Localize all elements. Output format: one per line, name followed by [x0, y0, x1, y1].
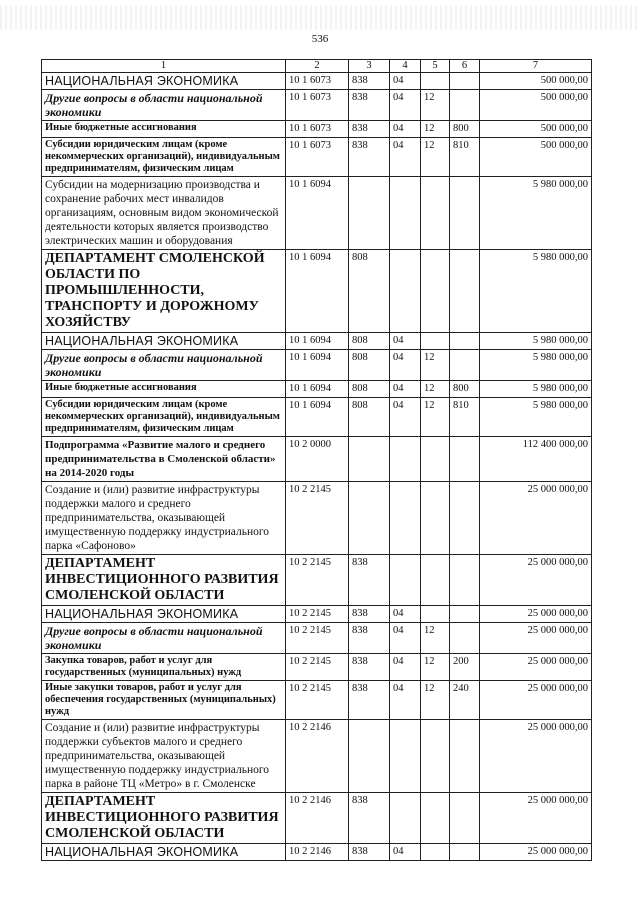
row-admin-code: 838 [349, 654, 390, 681]
row-admin-code: 838 [349, 623, 390, 654]
row-code: 10 1 6094 [286, 350, 349, 381]
header-row [42, 60, 592, 73]
row-admin-code [349, 482, 390, 555]
row-subsection: 12 [421, 138, 450, 177]
row-section: 04 [390, 654, 421, 681]
table-row [42, 138, 592, 177]
row-amount: 500 000,00 [480, 90, 592, 121]
row-name: НАЦИОНАЛЬНАЯ ЭКОНОМИКА [42, 606, 286, 623]
row-section [390, 250, 421, 333]
row-amount: 25 000 000,00 [480, 482, 592, 555]
row-section [390, 555, 421, 606]
row-subsection [421, 555, 450, 606]
row-name: НАЦИОНАЛЬНАЯ ЭКОНОМИКА [42, 333, 286, 350]
row-admin-code: 838 [349, 121, 390, 138]
row-name: ДЕПАРТАМЕНТ ИНВЕСТИЦИОННОГО РАЗВИТИЯ СМОЛЕНСКОЙ ОБЛАСТИ [42, 555, 286, 606]
table-row [42, 623, 592, 654]
row-subsection [421, 606, 450, 623]
row-admin-code: 838 [349, 90, 390, 121]
row-name: ДЕПАРТАМЕНТ ИНВЕСТИЦИОННОГО РАЗВИТИЯ СМОЛЕНСКОЙ ОБЛАСТИ [42, 793, 286, 844]
row-name: Субсидии юридическим лицам (кроме некоммерческих организаций), индивидуальным предпринимателям, физическим лицам [42, 398, 286, 437]
row-code: 10 2 2145 [286, 681, 349, 720]
row-code: 10 1 6073 [286, 138, 349, 177]
row-name: Другие вопросы в области национальной экономики [42, 623, 286, 654]
col-header: 4 [390, 60, 421, 73]
row-amount: 25 000 000,00 [480, 844, 592, 861]
table-row [42, 350, 592, 381]
row-admin-code: 838 [349, 138, 390, 177]
row-expense-type: 800 [450, 121, 480, 138]
row-subsection [421, 437, 450, 482]
row-name: НАЦИОНАЛЬНАЯ ЭКОНОМИКА [42, 73, 286, 90]
row-code: 10 1 6094 [286, 250, 349, 333]
row-amount: 5 980 000,00 [480, 381, 592, 398]
row-code: 10 2 2146 [286, 844, 349, 861]
row-name: НАЦИОНАЛЬНАЯ ЭКОНОМИКА [42, 844, 286, 861]
row-subsection: 12 [421, 623, 450, 654]
row-code: 10 2 2145 [286, 623, 349, 654]
row-amount: 5 980 000,00 [480, 398, 592, 437]
row-section [390, 437, 421, 482]
table-row [42, 381, 592, 398]
table-row [42, 90, 592, 121]
row-code: 10 2 0000 [286, 437, 349, 482]
row-subsection: 12 [421, 350, 450, 381]
row-expense-type: 800 [450, 381, 480, 398]
row-subsection [421, 793, 450, 844]
row-name: Иные бюджетные ассигнования [42, 121, 286, 138]
row-amount: 25 000 000,00 [480, 555, 592, 606]
row-admin-code: 808 [349, 381, 390, 398]
row-name: Создание и (или) развитие инфраструктуры поддержки субъектов малого и среднего предпринимательства, оказывающей имущественную поддержку индустриального парка в районе ТЦ «Метро» в г. Смоленске [42, 720, 286, 793]
row-subsection: 12 [421, 90, 450, 121]
row-section: 04 [390, 623, 421, 654]
row-amount: 25 000 000,00 [480, 623, 592, 654]
row-admin-code: 808 [349, 250, 390, 333]
row-amount: 25 000 000,00 [480, 681, 592, 720]
row-amount: 5 980 000,00 [480, 250, 592, 333]
row-section: 04 [390, 606, 421, 623]
row-expense-type [450, 844, 480, 861]
row-name: Иные закупки товаров, работ и услуг для обеспечения государственных (муниципальных) нужд [42, 681, 286, 720]
table-row [42, 844, 592, 861]
row-subsection [421, 333, 450, 350]
table-row [42, 482, 592, 555]
table-row [42, 681, 592, 720]
row-code: 10 1 6094 [286, 381, 349, 398]
row-subsection [421, 73, 450, 90]
row-code: 10 2 2146 [286, 793, 349, 844]
table-row [42, 606, 592, 623]
row-name: Иные бюджетные ассигнования [42, 381, 286, 398]
row-expense-type [450, 250, 480, 333]
row-section [390, 793, 421, 844]
row-subsection: 12 [421, 654, 450, 681]
row-name: Подпрограмма «Развитие малого и среднего предпринимательства в Смоленской области» на 2014-2020 годы [42, 437, 286, 482]
row-expense-type [450, 177, 480, 250]
row-name: Другие вопросы в области национальной экономики [42, 90, 286, 121]
row-subsection [421, 844, 450, 861]
row-admin-code [349, 437, 390, 482]
scan-noise [0, 6, 640, 30]
row-amount: 5 980 000,00 [480, 333, 592, 350]
col-header: 6 [450, 60, 480, 73]
row-admin-code: 838 [349, 844, 390, 861]
row-name: Другие вопросы в области национальной экономики [42, 350, 286, 381]
row-section: 04 [390, 844, 421, 861]
row-admin-code: 808 [349, 333, 390, 350]
row-code: 10 1 6073 [286, 90, 349, 121]
row-name: Субсидии юридическим лицам (кроме некоммерческих организаций), индивидуальным предпринимателям, физическим лицам [42, 138, 286, 177]
row-section: 04 [390, 333, 421, 350]
table-row [42, 555, 592, 606]
table-row [42, 121, 592, 138]
row-amount: 500 000,00 [480, 73, 592, 90]
row-section [390, 720, 421, 793]
row-amount: 5 980 000,00 [480, 350, 592, 381]
row-subsection [421, 177, 450, 250]
table-row [42, 398, 592, 437]
table-row [42, 437, 592, 482]
row-amount: 112 400 000,00 [480, 437, 592, 482]
row-section [390, 482, 421, 555]
row-code: 10 2 2145 [286, 482, 349, 555]
row-expense-type [450, 555, 480, 606]
row-amount: 25 000 000,00 [480, 793, 592, 844]
row-expense-type [450, 350, 480, 381]
row-subsection: 12 [421, 381, 450, 398]
row-code: 10 1 6094 [286, 398, 349, 437]
col-header: 5 [421, 60, 450, 73]
row-section: 04 [390, 138, 421, 177]
row-expense-type: 240 [450, 681, 480, 720]
row-subsection: 12 [421, 398, 450, 437]
row-section: 04 [390, 681, 421, 720]
row-amount: 500 000,00 [480, 138, 592, 177]
row-expense-type [450, 482, 480, 555]
row-section [390, 177, 421, 250]
row-subsection [421, 482, 450, 555]
col-header: 1 [42, 60, 286, 73]
row-admin-code [349, 720, 390, 793]
row-subsection [421, 720, 450, 793]
table-row [42, 654, 592, 681]
row-name: Закупка товаров, работ и услуг для государственных (муниципальных) нужд [42, 654, 286, 681]
table-row [42, 793, 592, 844]
table-row [42, 73, 592, 90]
row-section: 04 [390, 398, 421, 437]
row-section: 04 [390, 90, 421, 121]
budget-table [41, 59, 592, 861]
row-section: 04 [390, 121, 421, 138]
row-amount: 500 000,00 [480, 121, 592, 138]
row-name: Создание и (или) развитие инфраструктуры поддержки малого и среднего предпринимательства, оказывающей имущественную поддержку индустриального парка «Сафоново» [42, 482, 286, 555]
row-name: Субсидии на модернизацию производства и сохранение рабочих мест инвалидов организациям, основным видом экономической деятельности которых является производство электрических машин и оборудования [42, 177, 286, 250]
row-expense-type [450, 437, 480, 482]
row-amount: 25 000 000,00 [480, 720, 592, 793]
table-row [42, 250, 592, 333]
row-admin-code: 808 [349, 398, 390, 437]
row-expense-type [450, 606, 480, 623]
row-code: 10 1 6073 [286, 73, 349, 90]
row-expense-type [450, 793, 480, 844]
row-section: 04 [390, 350, 421, 381]
row-code: 10 1 6094 [286, 333, 349, 350]
row-expense-type [450, 73, 480, 90]
row-expense-type [450, 720, 480, 793]
row-expense-type [450, 90, 480, 121]
row-amount: 5 980 000,00 [480, 177, 592, 250]
row-code: 10 2 2145 [286, 555, 349, 606]
row-section: 04 [390, 73, 421, 90]
table-row [42, 720, 592, 793]
row-code: 10 2 2145 [286, 654, 349, 681]
row-expense-type [450, 623, 480, 654]
row-code: 10 2 2145 [286, 606, 349, 623]
row-name: ДЕПАРТАМЕНТ СМОЛЕНСКОЙ ОБЛАСТИ ПО ПРОМЫШЛЕННОСТИ, ТРАНСПОРТУ И ДОРОЖНОМУ ХОЗЯЙСТВУ [42, 250, 286, 333]
table-row [42, 177, 592, 250]
row-amount: 25 000 000,00 [480, 654, 592, 681]
row-expense-type: 200 [450, 654, 480, 681]
row-subsection: 12 [421, 121, 450, 138]
row-subsection [421, 250, 450, 333]
row-expense-type: 810 [450, 138, 480, 177]
row-expense-type [450, 333, 480, 350]
col-header: 2 [286, 60, 349, 73]
row-code: 10 2 2146 [286, 720, 349, 793]
page-number: 536 [311, 33, 329, 45]
row-admin-code: 838 [349, 555, 390, 606]
row-expense-type: 810 [450, 398, 480, 437]
col-header: 3 [349, 60, 390, 73]
row-section: 04 [390, 381, 421, 398]
row-admin-code: 838 [349, 793, 390, 844]
row-admin-code: 808 [349, 350, 390, 381]
table-row [42, 333, 592, 350]
row-code: 10 1 6073 [286, 121, 349, 138]
row-admin-code: 838 [349, 606, 390, 623]
col-header: 7 [480, 60, 592, 73]
row-admin-code [349, 177, 390, 250]
row-amount: 25 000 000,00 [480, 606, 592, 623]
row-code: 10 1 6094 [286, 177, 349, 250]
row-admin-code: 838 [349, 681, 390, 720]
row-subsection: 12 [421, 681, 450, 720]
row-admin-code: 838 [349, 73, 390, 90]
